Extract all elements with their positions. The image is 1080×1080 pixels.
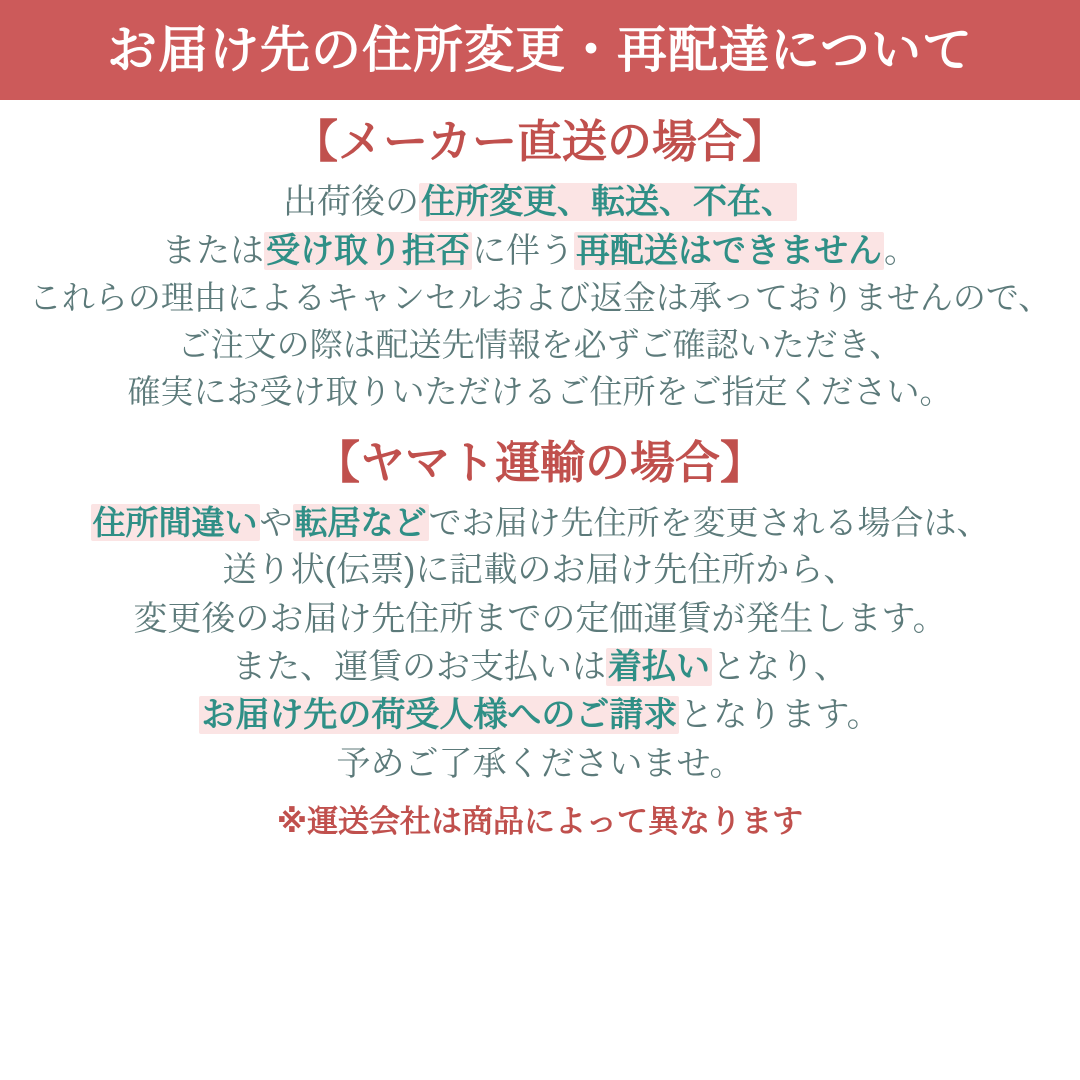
text-line <box>91 500 990 547</box>
highlight-segment: 住所間違い <box>92 503 258 541</box>
text-line <box>199 691 880 739</box>
highlight-segment: 再配送はできません <box>576 231 882 270</box>
text-segment: 出荷後の <box>283 183 419 222</box>
text-segment: または <box>162 231 264 270</box>
section-title-maker-direct: 【メーカー直送の場合】 <box>292 116 788 167</box>
text-segment: ご注文の際は配送先情報を必ずご確認いただき、 <box>177 325 903 363</box>
text-line <box>283 178 797 226</box>
text-line <box>178 322 903 369</box>
section-title-yamato: 【ヤマト運輸の場合】 <box>314 437 765 489</box>
highlight-segment: お届け先の荷受人様へのご請求 <box>201 696 678 735</box>
text-segment: や <box>259 503 293 541</box>
text-segment: に伴う <box>472 231 574 270</box>
text-line <box>128 369 953 416</box>
text-segment: これらの理由によるキャンセルおよび返金は承っておりませんので、 <box>28 278 1052 316</box>
text-segment: となり、 <box>712 648 848 686</box>
header-banner <box>0 0 1080 100</box>
highlight-segment: 転居など <box>294 503 427 541</box>
notice-body <box>0 100 1080 1080</box>
highlight-segment: 住所変更、転送、不在、 <box>421 183 795 222</box>
text-line <box>29 275 1051 322</box>
text-segment: 。 <box>884 231 918 270</box>
footer-note: ※運送会社は商品によって異なります <box>276 803 804 839</box>
text-line <box>337 740 744 788</box>
text-segment: 予めご了承くださいませ。 <box>336 744 744 783</box>
text-segment: となります。 <box>679 696 881 735</box>
text-segment: また、運賃のお支払いは <box>232 648 606 686</box>
text-line <box>223 546 858 594</box>
text-segment: 確実にお受け取りいただけるご住所をご指定ください。 <box>127 372 953 410</box>
highlight-segment: 着払い <box>608 648 710 686</box>
text-segment: でお届け先住所を変更される場合は、 <box>428 503 990 541</box>
text-segment: 変更後のお届け先住所までの定価運賃が発生します。 <box>133 599 947 638</box>
text-line <box>162 227 918 275</box>
highlight-segment: 受け取り拒否 <box>266 231 470 270</box>
text-line <box>133 595 946 643</box>
page-title: お届け先の住所変更・再配達について <box>107 22 973 78</box>
text-segment: 送り状(伝票)に記載のお届け先住所から、 <box>222 551 858 590</box>
text-line <box>232 643 848 691</box>
